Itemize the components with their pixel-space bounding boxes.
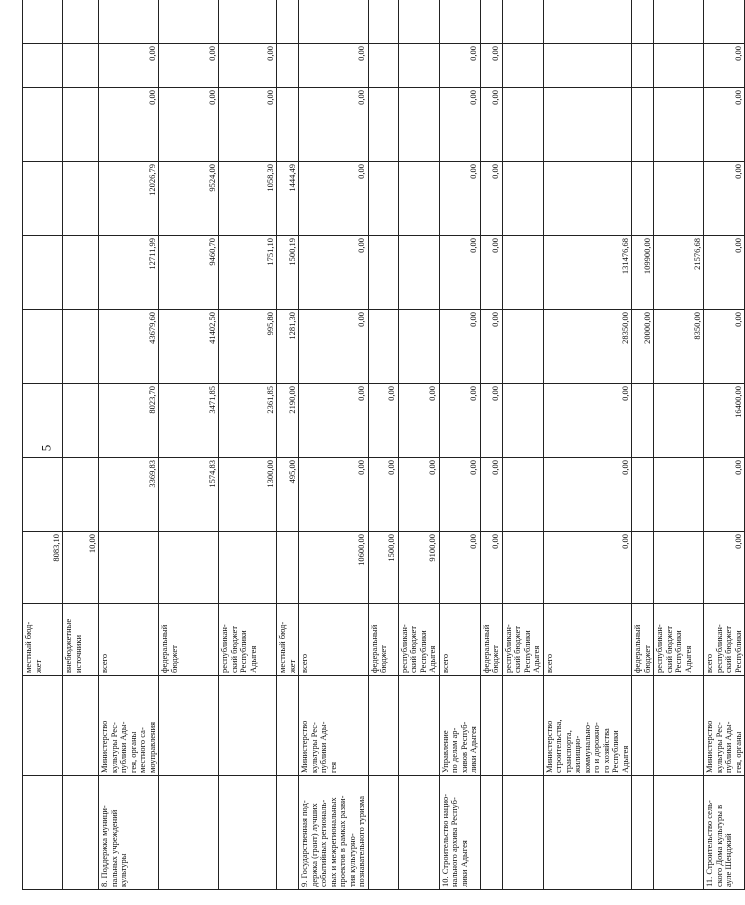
table-cell: 0,00 (480, 236, 502, 310)
table-cell: 0,00 (99, 44, 159, 88)
table-cell: 0,00 (219, 88, 277, 162)
table-cell: 0,00 (439, 458, 480, 532)
table-cell (277, 88, 299, 162)
table-cell: 8. Поддержка муници- пальных учреждений культуры (99, 776, 159, 890)
table-cell (480, 0, 502, 44)
table-cell: 0,00 (439, 384, 480, 458)
table-cell: 21576,68 (654, 236, 704, 310)
table-cell: 0,00 (439, 236, 480, 310)
table-cell: 9100,00 (398, 532, 439, 604)
table-cell (543, 88, 632, 162)
table-cell: 0,00 (704, 236, 745, 310)
table-cell: 9460,70 (159, 236, 219, 310)
table-cell: 0,00 (704, 310, 745, 384)
table-cell (543, 0, 632, 44)
table-cell: 0,00 (704, 88, 745, 162)
table-cell: 1058,30 (219, 162, 277, 236)
table-cell (23, 676, 63, 776)
table-cell (502, 88, 543, 162)
table-cell: 3369,83 (99, 458, 159, 532)
table-cell (632, 776, 654, 890)
table-cell (299, 0, 369, 44)
table-cell: 2190,00 (277, 384, 299, 458)
table-cell (277, 0, 299, 44)
table-cell (632, 162, 654, 236)
table-cell (23, 88, 63, 162)
table-cell (219, 0, 277, 44)
table-cell (63, 88, 99, 162)
table-cell: 0,00 (480, 310, 502, 384)
table-cell (159, 0, 219, 44)
table-cell (368, 676, 398, 776)
table-cell: местный бюд- жет (23, 604, 63, 676)
table-cell (23, 0, 63, 44)
table-cell: 0,00 (439, 44, 480, 88)
table-cell (502, 310, 543, 384)
table-cell: Министерство культуры Рес- публики Ады- гея (299, 676, 369, 776)
table-cell: Министерство строительства, транспорта, жилищно- коммунально- го и дорожно- го хозяйства Республики Адыгея (543, 676, 632, 776)
table-cell (654, 776, 704, 890)
table-cell: 1751,10 (219, 236, 277, 310)
table-cell: всего (439, 604, 480, 676)
table-cell (480, 676, 502, 776)
table-cell: 1281,30 (277, 310, 299, 384)
table-cell (219, 776, 277, 890)
table-cell (63, 236, 99, 310)
budget-table (22, 0, 745, 890)
table-cell: 0,00 (398, 384, 439, 458)
table-cell: всего (99, 604, 159, 676)
table-cell (632, 88, 654, 162)
table-cell: 0,00 (159, 44, 219, 88)
table-row (480, 0, 502, 890)
table-cell: 0,00 (439, 532, 480, 604)
table-cell: 0,00 (299, 458, 369, 532)
table-cell: 1444,49 (277, 162, 299, 236)
table-cell (159, 676, 219, 776)
rotated-page (22, 0, 743, 890)
table-cell: 0,00 (439, 310, 480, 384)
table-cell: 1500,00 (368, 532, 398, 604)
table-cell: 11. Строительство сель- ского Дома культуры в ауле Шенджий (704, 776, 745, 890)
table-cell (368, 236, 398, 310)
table-cell (368, 776, 398, 890)
table-cell (632, 384, 654, 458)
table-cell (23, 384, 63, 458)
table-cell (704, 0, 745, 44)
table-cell: 1500,19 (277, 236, 299, 310)
table-cell: 1574,83 (159, 458, 219, 532)
table-cell (63, 0, 99, 44)
table-cell: 10600,00 (299, 532, 369, 604)
table-cell (398, 0, 439, 44)
table-cell: местный бюд- жет (277, 604, 299, 676)
table-cell: 0,00 (543, 532, 632, 604)
table-cell (654, 384, 704, 458)
table-row (632, 0, 654, 890)
table-cell: Министерство культуры Рес- публики Ады- гея, органы местного са- моуправления (99, 676, 159, 776)
table-row (704, 0, 745, 890)
table-cell: федеральный бюджет (632, 604, 654, 676)
table-cell (654, 676, 704, 776)
table-cell: внебюджетные источники (63, 604, 99, 676)
table-cell: 0,00 (299, 236, 369, 310)
table-cell (368, 44, 398, 88)
table-row (654, 0, 704, 890)
table-cell: 0,00 (299, 384, 369, 458)
table-cell: 8350,00 (654, 310, 704, 384)
table-cell (502, 162, 543, 236)
table-row (299, 0, 369, 890)
table-cell: республикан- ский бюджет Республики Адыгея (398, 604, 439, 676)
table-cell (632, 458, 654, 532)
table-cell: 0,00 (480, 458, 502, 532)
table-cell: 0,00 (480, 532, 502, 604)
table-cell: 495,00 (277, 458, 299, 532)
table-cell (219, 532, 277, 604)
table-row (543, 0, 632, 890)
table-cell: 0,00 (439, 88, 480, 162)
table-cell: 43679,60 (99, 310, 159, 384)
table-cell: 41402,50 (159, 310, 219, 384)
table-row (439, 0, 480, 890)
table-cell (502, 0, 543, 44)
table-cell: республикан- ский бюджет Республики Адыгея (654, 604, 704, 676)
table-cell (654, 532, 704, 604)
table-cell: республикан- ский бюджет Республики Адыгея (502, 604, 543, 676)
table-cell: 10. Строительство нацио- нального архива Респуб- лики Адыгея (439, 776, 480, 890)
table-cell: 0,00 (299, 162, 369, 236)
table-cell (277, 44, 299, 88)
table-cell: всего (543, 604, 632, 676)
table-cell: 0,00 (99, 88, 159, 162)
table-cell (219, 676, 277, 776)
table-cell: 9. Государственная под- держка (грант) лучших событийных региональ- ных и межрегиональных проектов в рамках разви- тия культурно- познавательного туризма (299, 776, 369, 890)
table-cell: 0,00 (543, 384, 632, 458)
table-cell: 995,80 (219, 310, 277, 384)
table-cell (480, 776, 502, 890)
table-cell: 10,00 (63, 532, 99, 604)
table-cell: 0,00 (704, 162, 745, 236)
table-cell (502, 44, 543, 88)
table-row (63, 0, 99, 890)
table-cell (23, 458, 63, 532)
table-cell: 0,00 (299, 44, 369, 88)
table-cell: 0,00 (159, 88, 219, 162)
table-cell: Министерство культуры Рес- публики Ады- гея, органы (704, 676, 745, 776)
table-cell: 0,00 (439, 162, 480, 236)
table-cell (99, 532, 159, 604)
table-cell: 0,00 (480, 384, 502, 458)
table-cell (23, 44, 63, 88)
table-cell (63, 384, 99, 458)
table-cell (632, 532, 654, 604)
table-row (159, 0, 219, 890)
table-body (23, 0, 745, 890)
table-row (368, 0, 398, 890)
table-cell (543, 162, 632, 236)
table-cell: 12026,79 (99, 162, 159, 236)
table-cell (398, 162, 439, 236)
table-row (398, 0, 439, 890)
table-cell (63, 458, 99, 532)
table-cell (23, 776, 63, 890)
table-cell (502, 532, 543, 604)
table-cell: федеральный бюджет (480, 604, 502, 676)
table-cell: республикан- ский бюджет Республики Адыгея (219, 604, 277, 676)
table-cell (654, 44, 704, 88)
table-cell (398, 236, 439, 310)
table-cell: 0,00 (219, 44, 277, 88)
table-cell (632, 676, 654, 776)
table-cell (159, 776, 219, 890)
table-cell (502, 384, 543, 458)
table-cell (63, 162, 99, 236)
table-cell (654, 458, 704, 532)
table-cell (543, 776, 632, 890)
table-cell: 0,00 (368, 384, 398, 458)
table-cell (502, 458, 543, 532)
table-cell (23, 310, 63, 384)
table-cell (63, 676, 99, 776)
table-row (99, 0, 159, 890)
table-cell (502, 776, 543, 890)
table-cell (398, 776, 439, 890)
table-row (219, 0, 277, 890)
table-cell: 20000,00 (632, 310, 654, 384)
table-cell (632, 0, 654, 44)
table-cell: 131476,68 (543, 236, 632, 310)
table-cell (632, 44, 654, 88)
table-cell: 12711,99 (99, 236, 159, 310)
table-cell (398, 88, 439, 162)
table-cell (368, 0, 398, 44)
table-cell (439, 0, 480, 44)
table-cell: всего республикан- ский бюджет Республики (704, 604, 745, 676)
table-cell (99, 0, 159, 44)
table-row (23, 0, 63, 890)
table-cell: 0,00 (704, 44, 745, 88)
table-cell (277, 532, 299, 604)
table-cell: 16400,00 (704, 384, 745, 458)
table-cell: 0,00 (368, 458, 398, 532)
table-cell: 28350,00 (543, 310, 632, 384)
table-cell: 0,00 (543, 458, 632, 532)
table-cell: Управление по делам ар- хивов Респуб- лики Адыгея (439, 676, 480, 776)
table-cell (277, 676, 299, 776)
table-cell: 3471,85 (159, 384, 219, 458)
table-cell: 9524,00 (159, 162, 219, 236)
table-cell (654, 0, 704, 44)
table-cell (368, 88, 398, 162)
table-cell: 2361,85 (219, 384, 277, 458)
table-row (277, 0, 299, 890)
table-cell (63, 44, 99, 88)
table-cell: федеральный бюджет (159, 604, 219, 676)
table-cell: федеральный бюджет (368, 604, 398, 676)
table-row (502, 0, 543, 890)
table-cell: 0,00 (299, 88, 369, 162)
table-cell (654, 162, 704, 236)
table-cell: 1300,00 (219, 458, 277, 532)
table-cell: 0,00 (480, 162, 502, 236)
table-cell (368, 310, 398, 384)
table-cell (63, 310, 99, 384)
table-cell (63, 776, 99, 890)
table-cell (654, 88, 704, 162)
table-cell (398, 676, 439, 776)
page-number: 5 (38, 444, 54, 452)
table-cell (23, 162, 63, 236)
table-cell: 8083,10 (23, 532, 63, 604)
table-cell: 109900,00 (632, 236, 654, 310)
table-cell: 8023,70 (99, 384, 159, 458)
table-cell (23, 236, 63, 310)
table-cell: 0,00 (480, 88, 502, 162)
table-cell: 0,00 (704, 458, 745, 532)
table-cell: 0,00 (704, 532, 745, 604)
table-cell (368, 162, 398, 236)
table-cell (277, 776, 299, 890)
table-cell (502, 236, 543, 310)
table-cell: всего (299, 604, 369, 676)
table-cell: 0,00 (299, 310, 369, 384)
table-cell: 0,00 (398, 458, 439, 532)
table-cell (159, 532, 219, 604)
table-cell (543, 44, 632, 88)
table-cell (502, 676, 543, 776)
table-cell: 0,00 (480, 44, 502, 88)
table-cell (398, 44, 439, 88)
table-cell (398, 310, 439, 384)
